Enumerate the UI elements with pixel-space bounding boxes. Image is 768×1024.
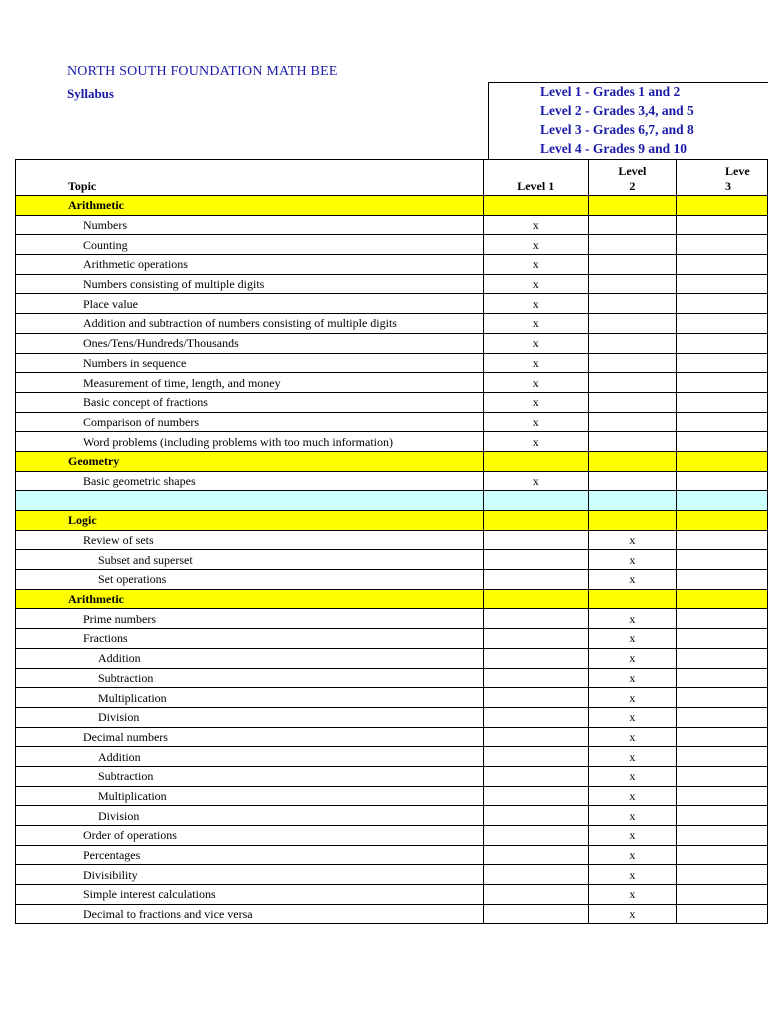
table-row <box>16 432 768 452</box>
topic-cell: Decimal numbers <box>16 727 484 747</box>
table-row <box>16 530 768 550</box>
level-3-cell <box>677 235 768 255</box>
level-2-cell: x <box>588 865 676 885</box>
topic-cell: Division <box>16 806 484 826</box>
level-1-cell: x <box>483 353 588 373</box>
table-row <box>16 570 768 590</box>
level-1-cell <box>483 511 588 531</box>
level-1-cell <box>483 786 588 806</box>
level-3-cell <box>677 255 768 275</box>
level-1-cell <box>483 550 588 570</box>
header-level-1: Level 1 <box>483 160 588 196</box>
level-3-cell <box>677 412 768 432</box>
level-2-cell <box>588 294 676 314</box>
level-1-cell <box>483 196 588 216</box>
level-1-cell <box>483 609 588 629</box>
syllabus-table <box>15 159 768 924</box>
topic-cell: Subtraction <box>16 668 484 688</box>
level-1-cell <box>483 747 588 767</box>
header-level-2-line1: Level <box>618 164 647 178</box>
topic-cell: Division <box>16 707 484 727</box>
topic-cell: Addition <box>16 747 484 767</box>
topic-cell: Multiplication <box>16 688 484 708</box>
topic-cell: Order of operations <box>16 826 484 846</box>
level-3-cell <box>677 648 768 668</box>
legend-level-3: Level 3 - Grades 6,7, and 8 <box>540 122 694 137</box>
level-2-cell: x <box>588 609 676 629</box>
level-1-cell <box>483 806 588 826</box>
topic-cell: Measurement of time, length, and money <box>16 373 484 393</box>
table-row <box>16 235 768 255</box>
level-2-cell <box>588 255 676 275</box>
level-2-cell <box>588 432 676 452</box>
table-row <box>16 786 768 806</box>
level-2-cell: x <box>588 648 676 668</box>
section-row <box>16 511 768 531</box>
table-row <box>16 727 768 747</box>
level-2-cell: x <box>588 629 676 649</box>
section-label: Arithmetic <box>16 196 484 216</box>
legend-level-1: Level 1 - Grades 1 and 2 <box>540 84 681 99</box>
header-level-3 <box>677 160 768 196</box>
level-2-cell: x <box>588 727 676 747</box>
table-row <box>16 629 768 649</box>
table-row <box>16 255 768 275</box>
topic-cell: Numbers consisting of multiple digits <box>16 274 484 294</box>
section-row <box>16 589 768 609</box>
topic-cell: Arithmetic operations <box>16 255 484 275</box>
level-1-cell: x <box>483 294 588 314</box>
level-3-cell <box>677 392 768 412</box>
level-2-cell <box>588 392 676 412</box>
table-row <box>16 609 768 629</box>
topic-cell: Addition <box>16 648 484 668</box>
topic-cell: Fractions <box>16 629 484 649</box>
level-2-cell: x <box>588 845 676 865</box>
level-2-cell: x <box>588 904 676 924</box>
level-2-cell <box>588 333 676 353</box>
level-2-cell <box>588 471 676 491</box>
level-2-cell <box>588 412 676 432</box>
table-row <box>16 668 768 688</box>
topic-cell <box>16 491 484 511</box>
level-3-cell <box>677 904 768 924</box>
section-label: Arithmetic <box>16 589 484 609</box>
level-3-cell <box>677 570 768 590</box>
topic-cell: Addition and subtraction of numbers consisting of multiple digits <box>16 314 484 334</box>
level-1-cell: x <box>483 235 588 255</box>
level-1-cell: x <box>483 255 588 275</box>
section-label: Logic <box>16 511 484 531</box>
topic-cell: Multiplication <box>16 786 484 806</box>
topic-cell: Numbers in sequence <box>16 353 484 373</box>
level-3-cell <box>677 196 768 216</box>
table-row <box>16 353 768 373</box>
level-2-cell: x <box>588 826 676 846</box>
level-1-cell <box>483 491 588 511</box>
level-2-cell: x <box>588 550 676 570</box>
level-1-cell: x <box>483 373 588 393</box>
level-1-cell: x <box>483 412 588 432</box>
level-1-cell <box>483 688 588 708</box>
level-2-cell: x <box>588 747 676 767</box>
level-1-cell <box>483 668 588 688</box>
section-row <box>16 196 768 216</box>
level-1-cell <box>483 451 588 471</box>
level-1-cell <box>483 589 588 609</box>
level-3-cell <box>677 589 768 609</box>
level-2-cell: x <box>588 688 676 708</box>
level-2-cell <box>588 353 676 373</box>
level-3-cell <box>677 471 768 491</box>
level-3-cell <box>677 826 768 846</box>
level-1-cell: x <box>483 274 588 294</box>
level-3-cell <box>677 747 768 767</box>
header-level-3-line2: 3 <box>725 179 732 193</box>
level-3-cell <box>677 688 768 708</box>
level-1-cell <box>483 766 588 786</box>
level-2-cell: x <box>588 668 676 688</box>
level-3-cell <box>677 707 768 727</box>
level-1-cell <box>483 885 588 905</box>
level-3-cell <box>677 766 768 786</box>
level-3-cell <box>677 451 768 471</box>
table-row <box>16 373 768 393</box>
level-2-cell: x <box>588 786 676 806</box>
level-3-cell <box>677 865 768 885</box>
level-2-cell <box>588 373 676 393</box>
level-1-cell <box>483 826 588 846</box>
topic-cell: Prime numbers <box>16 609 484 629</box>
level-3-cell <box>677 294 768 314</box>
table-row <box>16 766 768 786</box>
header-level-2 <box>588 160 676 196</box>
topic-cell: Subtraction <box>16 766 484 786</box>
topic-cell: Review of sets <box>16 530 484 550</box>
level-3-cell <box>677 885 768 905</box>
topic-cell: Word problems (including problems with too much information) <box>16 432 484 452</box>
level-2-cell: x <box>588 806 676 826</box>
level-3-cell <box>677 609 768 629</box>
table-row <box>16 707 768 727</box>
level-3-cell <box>677 432 768 452</box>
level-3-cell <box>677 353 768 373</box>
level-3-cell <box>677 530 768 550</box>
table-row <box>16 648 768 668</box>
table-row <box>16 688 768 708</box>
level-2-cell <box>588 511 676 531</box>
level-3-cell <box>677 845 768 865</box>
page-title: NORTH SOUTH FOUNDATION MATH BEE <box>67 64 338 79</box>
topic-cell: Numbers <box>16 215 484 235</box>
level-3-cell <box>677 314 768 334</box>
table-row <box>16 885 768 905</box>
level-1-cell: x <box>483 471 588 491</box>
level-1-cell: x <box>483 392 588 412</box>
topic-cell: Simple interest calculations <box>16 885 484 905</box>
table-header-row <box>16 160 768 196</box>
topic-cell: Counting <box>16 235 484 255</box>
level-1-cell: x <box>483 333 588 353</box>
level-2-cell: x <box>588 530 676 550</box>
header-topic: Topic <box>16 160 484 196</box>
level-3-cell <box>677 511 768 531</box>
header-level-2-line2: 2 <box>629 179 636 193</box>
topic-cell: Divisibility <box>16 865 484 885</box>
level-3-cell <box>677 215 768 235</box>
level-3-cell <box>677 629 768 649</box>
level-3-cell <box>677 333 768 353</box>
level-3-cell <box>677 491 768 511</box>
level-3-cell <box>677 668 768 688</box>
blank-row <box>16 491 768 511</box>
level-2-cell: x <box>588 570 676 590</box>
table-row <box>16 471 768 491</box>
level-3-cell <box>677 806 768 826</box>
topic-cell: Ones/Tens/Hundreds/Thousands <box>16 333 484 353</box>
page-subtitle: Syllabus <box>67 86 114 101</box>
level-1-cell <box>483 904 588 924</box>
header-level-3-line1: Leve <box>725 164 750 178</box>
table-row <box>16 412 768 432</box>
table-row <box>16 806 768 826</box>
table-row <box>16 294 768 314</box>
table-row <box>16 904 768 924</box>
level-1-cell <box>483 727 588 747</box>
topic-cell: Place value <box>16 294 484 314</box>
level-1-cell: x <box>483 215 588 235</box>
level-2-cell <box>588 235 676 255</box>
section-label: Geometry <box>16 451 484 471</box>
level-2-cell: x <box>588 766 676 786</box>
table-row <box>16 333 768 353</box>
level-2-cell <box>588 274 676 294</box>
level-1-cell <box>483 570 588 590</box>
table-row <box>16 845 768 865</box>
level-3-cell <box>677 274 768 294</box>
level-3-cell <box>677 373 768 393</box>
section-row <box>16 451 768 471</box>
table-row <box>16 865 768 885</box>
level-3-cell <box>677 727 768 747</box>
topic-cell: Percentages <box>16 845 484 865</box>
topic-cell: Comparison of numbers <box>16 412 484 432</box>
legend-level-2: Level 2 - Grades 3,4, and 5 <box>540 103 694 118</box>
level-2-cell <box>588 589 676 609</box>
topic-cell: Basic geometric shapes <box>16 471 484 491</box>
level-2-cell: x <box>588 885 676 905</box>
level-1-cell <box>483 629 588 649</box>
topic-cell: Decimal to fractions and vice versa <box>16 904 484 924</box>
level-3-cell <box>677 786 768 806</box>
table-row <box>16 314 768 334</box>
level-2-cell <box>588 314 676 334</box>
topic-cell: Set operations <box>16 570 484 590</box>
table-row <box>16 274 768 294</box>
level-3-cell <box>677 550 768 570</box>
level-1-cell <box>483 530 588 550</box>
level-1-cell <box>483 648 588 668</box>
table-row <box>16 826 768 846</box>
level-1-cell <box>483 865 588 885</box>
level-1-cell <box>483 845 588 865</box>
table-row <box>16 747 768 767</box>
level-2-cell: x <box>588 707 676 727</box>
table-row <box>16 550 768 570</box>
table-row <box>16 215 768 235</box>
legend-level-4: Level 4 - Grades 9 and 10 <box>540 141 687 156</box>
level-1-cell: x <box>483 314 588 334</box>
level-2-cell <box>588 451 676 471</box>
level-1-cell <box>483 707 588 727</box>
level-1-cell: x <box>483 432 588 452</box>
level-2-cell <box>588 491 676 511</box>
topic-cell: Basic concept of fractions <box>16 392 484 412</box>
level-2-cell <box>588 215 676 235</box>
topic-cell: Subset and superset <box>16 550 484 570</box>
table-row <box>16 392 768 412</box>
level-2-cell <box>588 196 676 216</box>
